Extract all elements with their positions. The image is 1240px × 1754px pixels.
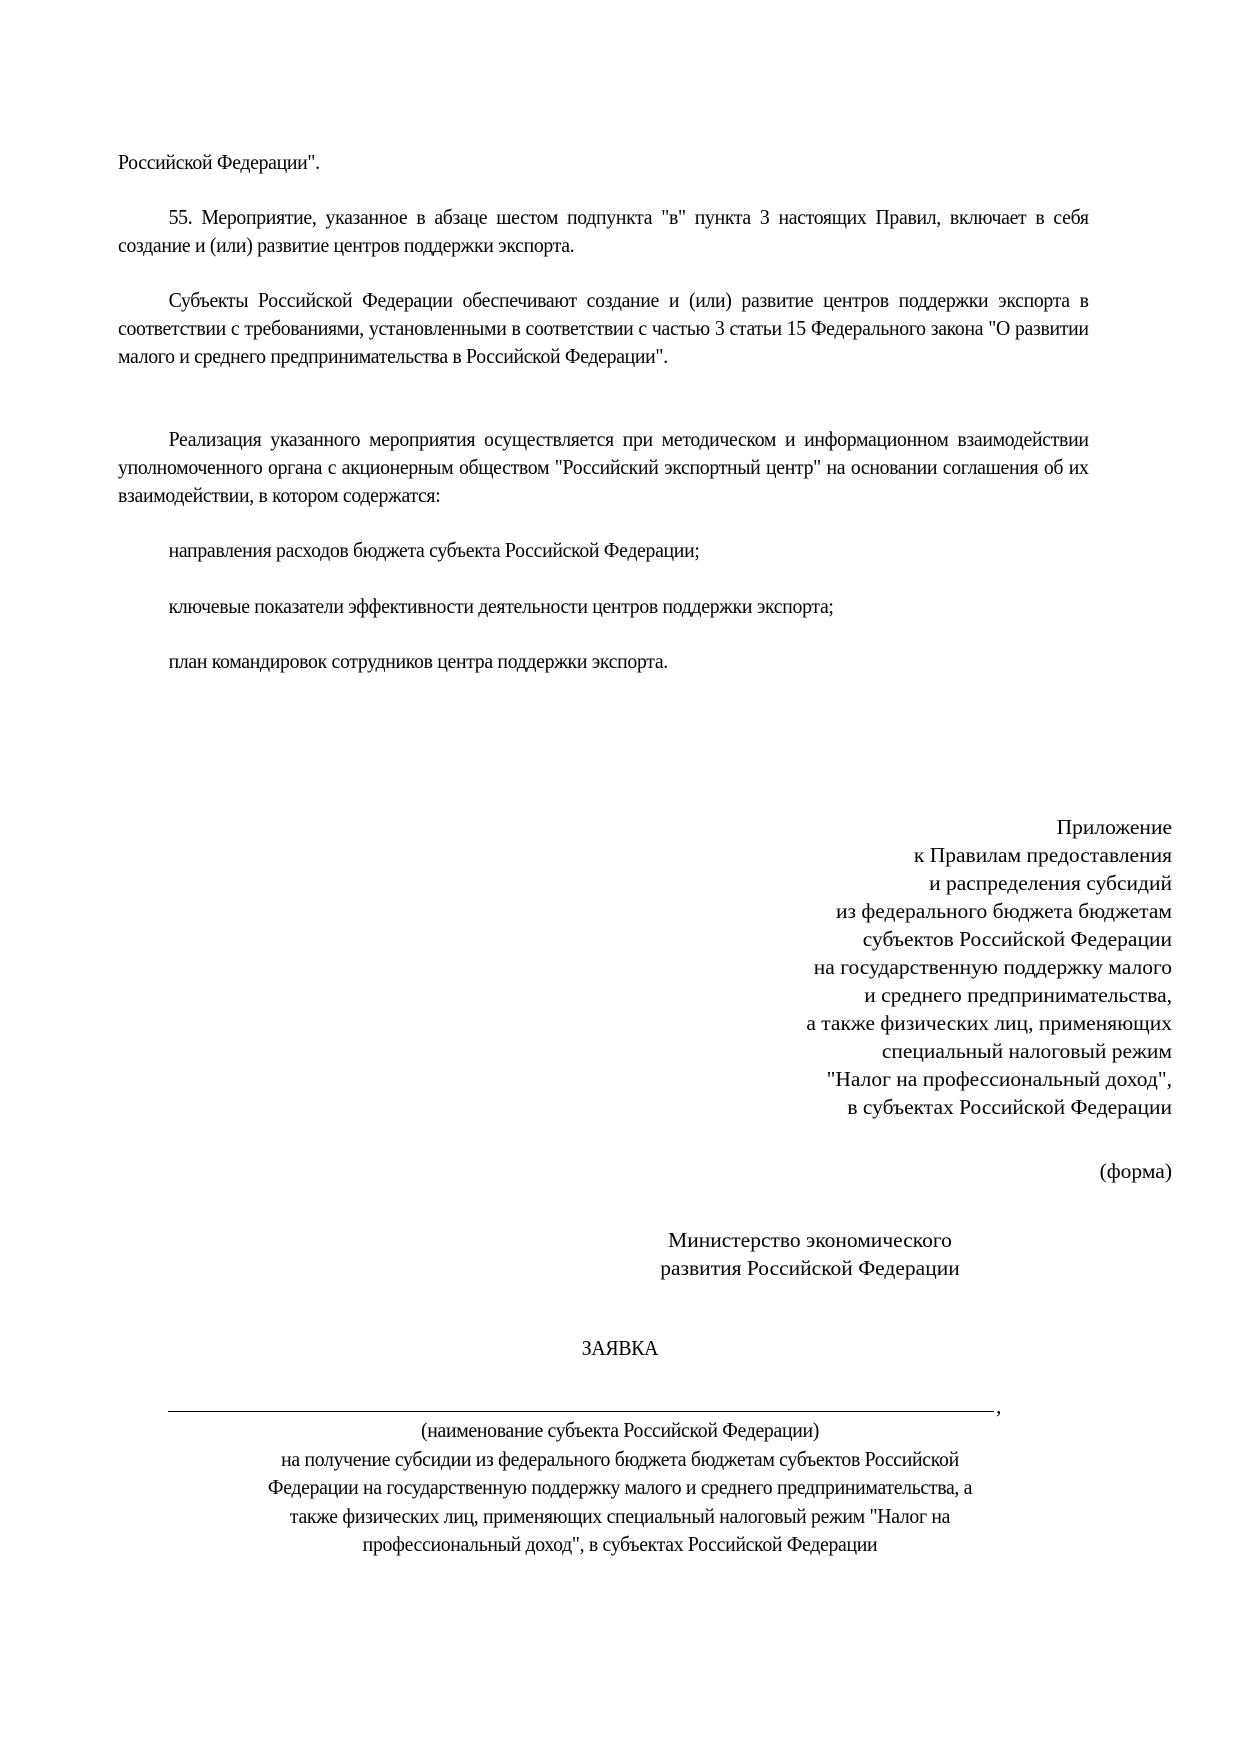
list-item-kpi (118, 592, 1089, 620)
list-item-business-trips (118, 647, 1089, 675)
appendix-line: Приложение (1056, 815, 1172, 839)
body-section (118, 148, 1089, 176)
description-line: на получение субсидии из федерального бюджета бюджетам субъектов Российской (281, 1446, 959, 1471)
appendix-line: в субъектах Российской Федерации (847, 1095, 1172, 1119)
appendix-line: к Правилам предоставления (913, 843, 1172, 867)
paragraph-55 (118, 203, 1089, 259)
appendix-line: "Налог на профессиональный доход", (826, 1067, 1172, 1091)
appendix-line: специальный налоговый режим (881, 1039, 1172, 1063)
description-line: профессиональный доход", в субъектах Российской Федерации (362, 1532, 878, 1556)
blank-suffix: , (996, 1394, 1002, 1418)
paragraph-subjects-text: Субъекты Российской Федерации обеспечивают создание и (или) развитие центров поддержки экспорта в соответствии с требованиями, установленными в соответствии с частью 3 статьи 15 Федерального закона "О развитии малого и среднего предпринимательства в Российской Федерации". (118, 288, 1089, 368)
paragraph-55-text: 55. Мероприятие, указанное в абзаце шестом подпункта "в" пункта 3 настоящих Правил, включает в себя создание и (или) развитие центров поддержки экспорта. (118, 205, 1089, 257)
blank-caption: (наименование субъекта Российской Федерации) (420, 1418, 820, 1442)
list-item-text: направления расходов бюджета субъекта Российской Федерации; (168, 538, 700, 562)
appendix-line: субъектов Российской Федерации (862, 927, 1172, 951)
list-item-text: план командировок сотрудников центра поддержки экспорта. (168, 649, 668, 673)
list-item-text: ключевые показатели эффективности деятельности центров поддержки экспорта; (168, 594, 834, 618)
description-line: Федерации на государственную поддержку малого и среднего предпринимательства, а (267, 1475, 973, 1499)
paragraph-subjects (118, 286, 1089, 370)
list-item-expenses (118, 536, 1089, 564)
appendix-line: из федерального бюджета бюджетам (835, 899, 1172, 923)
addressee-line: развития Российской Федерации (660, 1256, 960, 1280)
description-line: также физических лиц, применяющих специальный налоговый режим "Налог на (289, 1503, 951, 1528)
appendix-line: а также физических лиц, применяющих (806, 1011, 1172, 1035)
appendix-line: и распределения субсидий (929, 871, 1172, 895)
appendix-header (652, 813, 1172, 1121)
paragraph-implementation-text: Реализация указанного мероприятия осуществляется при методическом и информационном взаимодействии уполномоченного органа с акционерным обществом "Российский экспортный центр" на основании соглашения об их взаимодействии, в котором содержатся: (118, 427, 1089, 507)
subject-name-blank-field (168, 1411, 994, 1412)
addressee-line: Министерство экономического (668, 1228, 952, 1252)
addressee-block (630, 1226, 990, 1282)
paragraph-implementation (118, 425, 1089, 509)
form-label: (форма) (1099, 1159, 1172, 1183)
appendix-line: на государственную поддержку малого (813, 955, 1172, 979)
application-description (50, 1416, 1191, 1559)
continuation-paragraph: Российской Федерации". (118, 150, 320, 174)
application-title: ЗАЯВКА (581, 1336, 659, 1360)
appendix-line: и среднего предпринимательства, (864, 983, 1172, 1007)
